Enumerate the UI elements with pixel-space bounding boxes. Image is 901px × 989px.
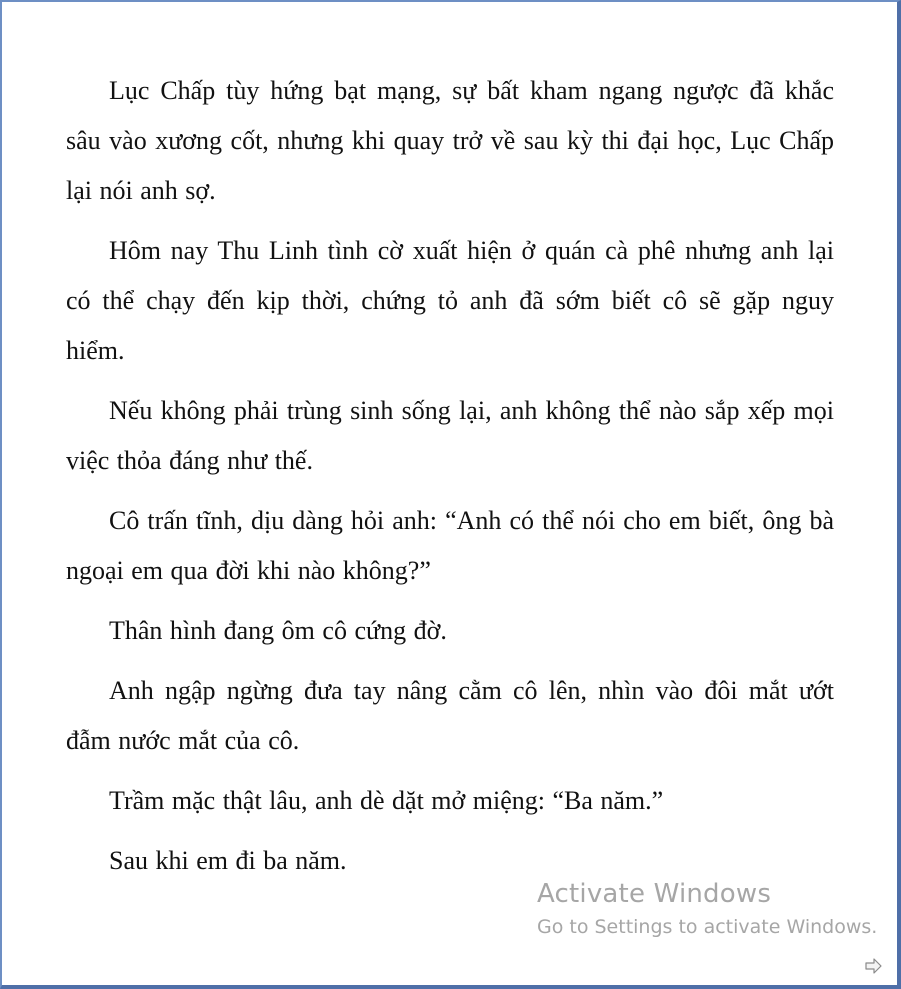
- paragraph-5: Thân hình đang ôm cô cứng đờ.: [109, 616, 447, 645]
- watermark-subtitle: Go to Settings to activate Windows.: [537, 916, 878, 938]
- document-page: [66, 66, 834, 896]
- watermark-title: Activate Windows: [537, 879, 772, 909]
- paragraph-7: Trầm mặc thật lâu, anh dè dặt mở miệng: “Ba năm.”: [109, 786, 664, 815]
- paragraph-4: Cô trấn tĩnh, dịu dàng hỏi anh: “Anh có thể nói cho em biết, ông bà ngoại em qua đời khi nào không?”: [66, 506, 834, 585]
- paragraph-3: Nếu không phải trùng sinh sống lại, anh không thể nào sắp xếp mọi việc thỏa đáng như thế.: [66, 396, 834, 475]
- arrow-right-icon[interactable]: [864, 956, 884, 976]
- activate-windows-watermark: [537, 876, 877, 942]
- paragraph-6: Anh ngập ngừng đưa tay nâng cằm cô lên, nhìn vào đôi mắt ướt đẫm nước mắt của cô.: [66, 676, 834, 755]
- paragraph-8: Sau khi em đi ba năm.: [109, 846, 347, 875]
- paragraph-1: Lục Chấp tùy hứng bạt mạng, sự bất kham ngang ngược đã khắc sâu vào xương cốt, nhưng khi quay trở về sau kỳ thi đại học, Lục Chấp lại nói anh sợ.: [66, 76, 834, 205]
- paragraph-2: Hôm nay Thu Linh tình cờ xuất hiện ở quán cà phê nhưng anh lại có thể chạy đến kịp thời, chứng tỏ anh đã sớm biết cô sẽ gặp nguy hiểm.: [66, 236, 834, 365]
